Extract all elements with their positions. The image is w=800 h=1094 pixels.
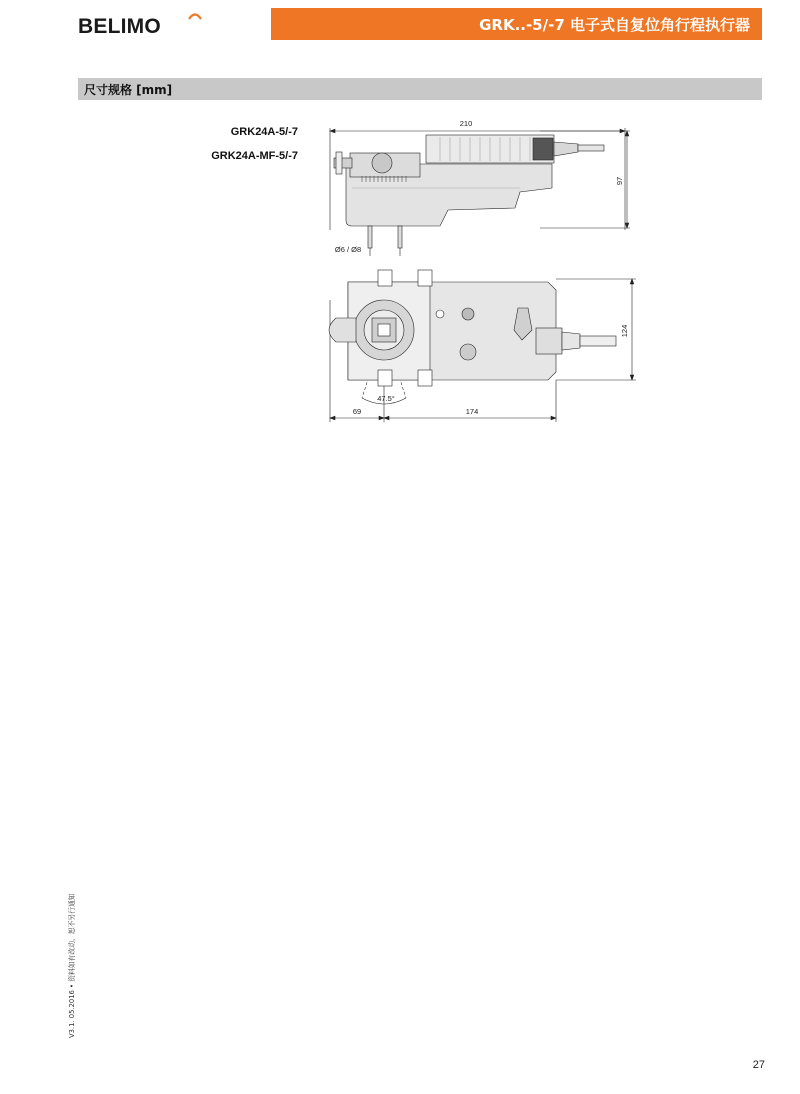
belimo-logo: [78, 14, 161, 40]
dim-174: 174: [465, 407, 479, 416]
header-bar: [271, 8, 762, 40]
dimension-drawing: [318, 112, 648, 430]
section-title: 尺寸规格 [mm]: [84, 82, 173, 97]
dim-97: 97: [615, 176, 624, 186]
dim-124: 124: [620, 324, 629, 338]
dim-210: 210: [459, 119, 473, 128]
page-number: 27: [752, 1059, 765, 1071]
dim-69: 69: [352, 407, 362, 416]
section-bar: [78, 78, 762, 100]
logo-text: BELIMO: [78, 15, 161, 38]
footer-side-note: V3.1. 05.2016 • 资料如有改动，恕不另行通知: [68, 893, 76, 1038]
model-label-1: GRK24A-5/-7: [230, 126, 298, 138]
model-label-2: GRK24A-MF-5/-7: [211, 150, 298, 162]
dim-shaft: Ø6 / Ø8: [334, 245, 362, 254]
logo-arc-icon: [188, 12, 202, 20]
page-title: GRK..-5/-7 电子式自复位角行程执行器: [479, 15, 750, 34]
dim-angle: 47.5°: [377, 394, 395, 403]
